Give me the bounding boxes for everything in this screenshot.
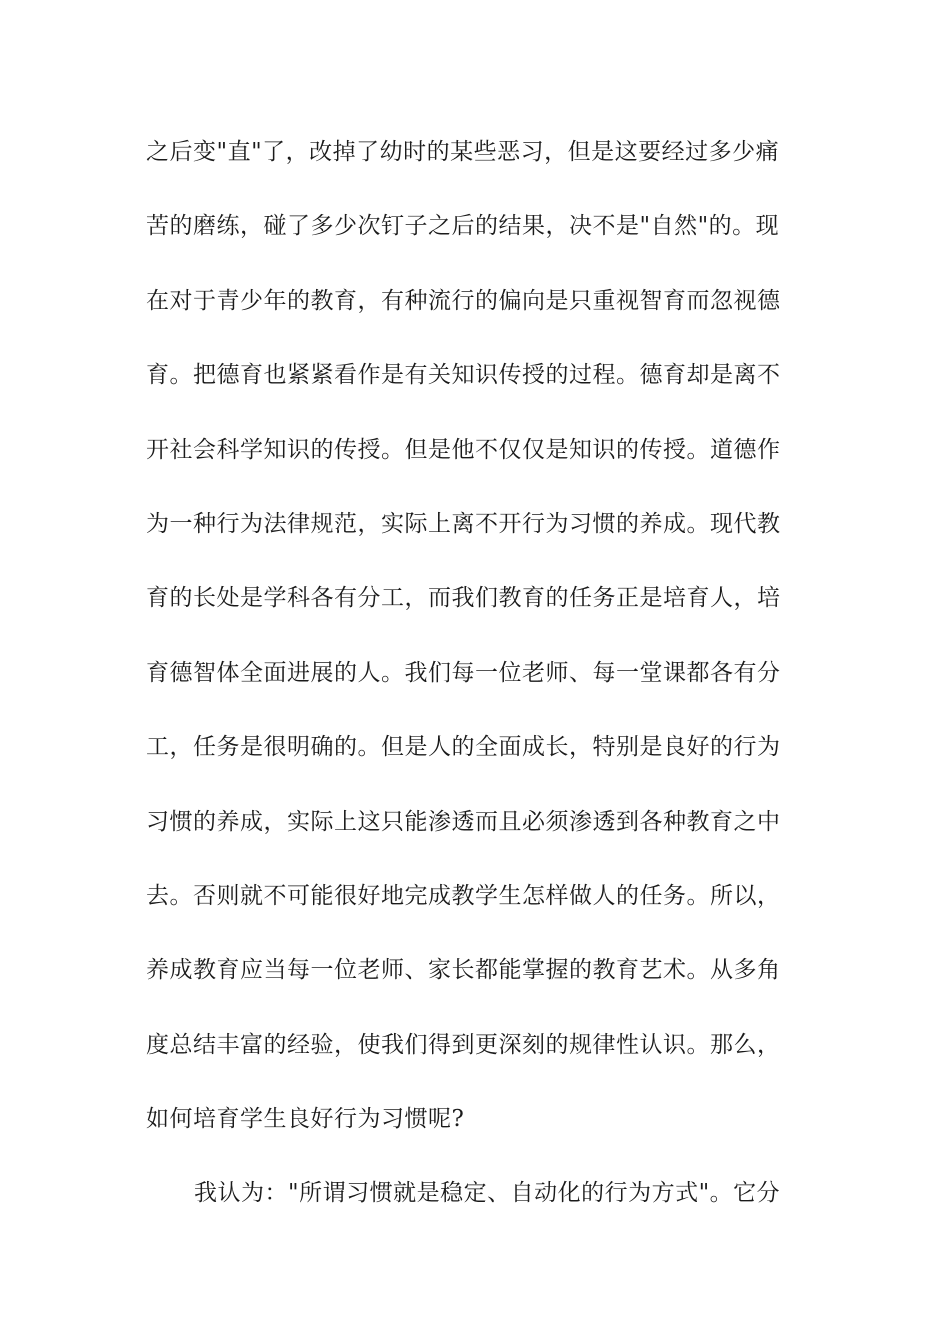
text-line-13: 度总结丰富的经验，使我们得到更深刻的规律性认识。那么，	[146, 1031, 781, 1058]
text-line-10: 习惯的养成，实际上这只能渗透而且必须渗透到各种教育之中	[146, 808, 781, 835]
text-line-14: 如何培育学生良好行为习惯呢?	[146, 1106, 465, 1133]
text-line-2: 苦的磨练，碰了多少次钉子之后的结果，决不是"自然"的。现	[146, 213, 780, 240]
text-line-8: 育德智体全面进展的人。我们每一位老师、每一堂课都各有分	[146, 659, 781, 686]
body-text	[146, 128, 812, 1244]
text-line-5: 开社会科学知识的传授。但是他不仅仅是知识的传授。道德作	[146, 436, 781, 463]
text-line-9: 工，任务是很明确的。但是人的全面成长，特别是良好的行为	[146, 734, 781, 761]
text-line-11: 去。否则就不可能很好地完成教学生怎样做人的任务。所以，	[146, 882, 781, 909]
text-line-3: 在对于青少年的教育，有种流行的偏向是只重视智育而忽视德	[146, 287, 781, 314]
text-line-12: 养成教育应当每一位老师、家长都能掌握的教育艺术。从多角	[146, 957, 781, 984]
text-line-1: 之后变"直"了，改掉了幼时的某些恶习，但是这要经过多少痛	[146, 139, 780, 165]
text-line-4: 育。把德育也紧紧看作是有关知识传授的过程。德育却是离不	[146, 362, 781, 389]
paragraph-start-line: 我认为："所谓习惯就是稳定、自动化的行为方式"。它分	[194, 1180, 781, 1207]
text-line-7: 育的长处是学科各有分工，而我们教育的任务正是培育人，培	[146, 585, 781, 612]
text-line-6: 为一种行为法律规范，实际上离不开行为习惯的养成。现代教	[146, 510, 781, 537]
